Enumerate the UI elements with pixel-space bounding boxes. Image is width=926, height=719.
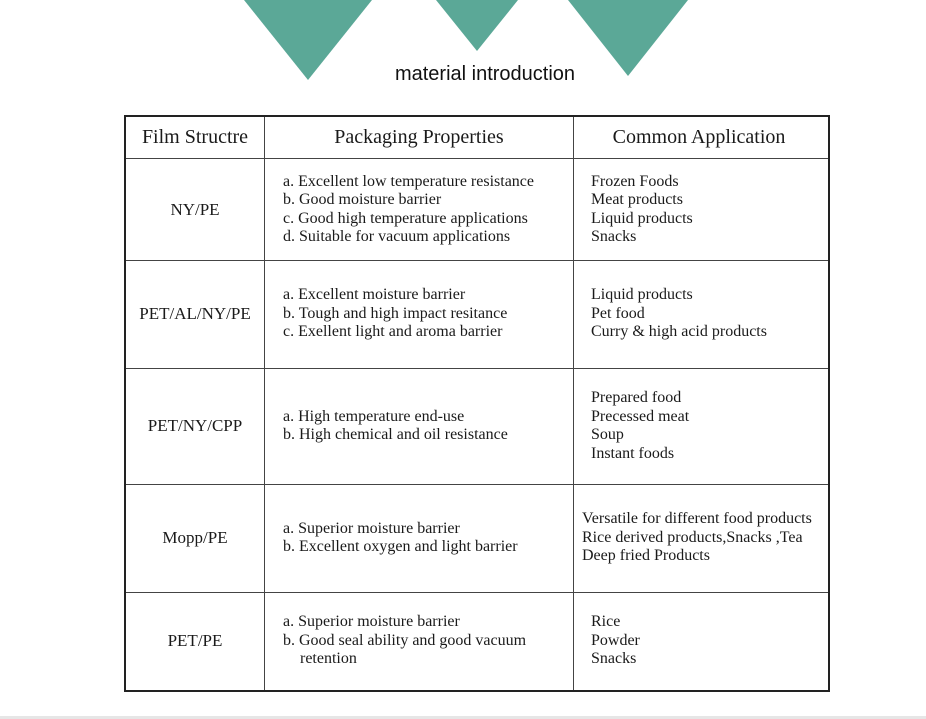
header-film-structure: Film Structre [126,117,265,158]
application-line: Rice [591,613,621,631]
film-structure-cell: PET/PE [126,592,265,690]
packaging-properties-cell [265,368,574,484]
property-line: c. Good high temperature applications [283,209,528,227]
property-line: retention [300,650,357,668]
packaging-properties-cell [265,159,574,260]
packaging-properties-cell [265,484,574,592]
application-line: Rice derived products,Snacks ,Tea [582,528,803,546]
film-structure-cell: NY/PE [126,159,265,260]
property-line: a. Excellent moisture barrier [283,286,466,304]
table-header-row [126,117,828,159]
table-row [126,260,828,369]
application-line: Liquid products [591,209,693,227]
application-line: Prepared food [591,389,682,406]
property-line: a. High temperature end-use [283,407,465,425]
property-line: b. High chemical and oil resistance [283,426,508,443]
header-common-application: Common Application [612,126,786,148]
property-line: b. Tough and high impact resitance [283,304,508,322]
application-line: Meat products [591,191,683,208]
property-line: b. Excellent oxygen and light barrier [283,538,518,555]
application-line: Versatile for different food products [582,510,812,528]
application-line: Precessed meat [591,407,690,425]
common-application-cell [574,159,828,260]
application-line: Soup [591,426,624,443]
decor-triangle-middle [436,0,518,51]
application-line: Instant foods [591,444,675,462]
common-application-cell [574,592,828,690]
table-row [126,592,828,690]
application-line: Frozen Foods [591,172,679,190]
application-line: Curry & high acid products [591,323,767,341]
film-structure-cell: PET/NY/CPP [126,368,265,484]
application-line: Deep fried Products [582,547,710,565]
packaging-properties-cell [265,260,574,368]
property-line: c. Exellent light and aroma barrier [283,323,503,341]
film-structure-cell: PET/AL/NY/PE [126,260,265,368]
table-row [126,159,828,261]
table-row [126,368,828,485]
application-line: Powder [591,631,640,649]
packaging-properties-cell [265,592,574,690]
property-line: a. Superior moisture barrier [283,519,460,537]
page-title: material introduction [394,63,576,85]
property-line: a. Superior moisture barrier [283,613,460,631]
header-packaging-properties: Packaging Properties [265,117,574,158]
application-line: Liquid products [591,286,693,304]
common-application-cell [574,260,828,368]
application-line: Pet food [591,304,645,322]
property-line: b. Good seal ability and good vacuum [283,631,527,649]
property-line: a. Excellent low temperature resistance [283,172,534,190]
film-structure-cell: Mopp/PE [126,484,265,592]
common-application-cell [574,484,828,592]
application-line: Snacks [591,650,637,668]
application-line: Snacks [591,228,637,245]
material-table [124,115,830,692]
table-row [126,484,828,593]
property-line: b. Good moisture barrier [283,191,442,208]
common-application-cell [574,368,828,484]
property-line: d. Suitable for vacuum applications [283,228,511,245]
